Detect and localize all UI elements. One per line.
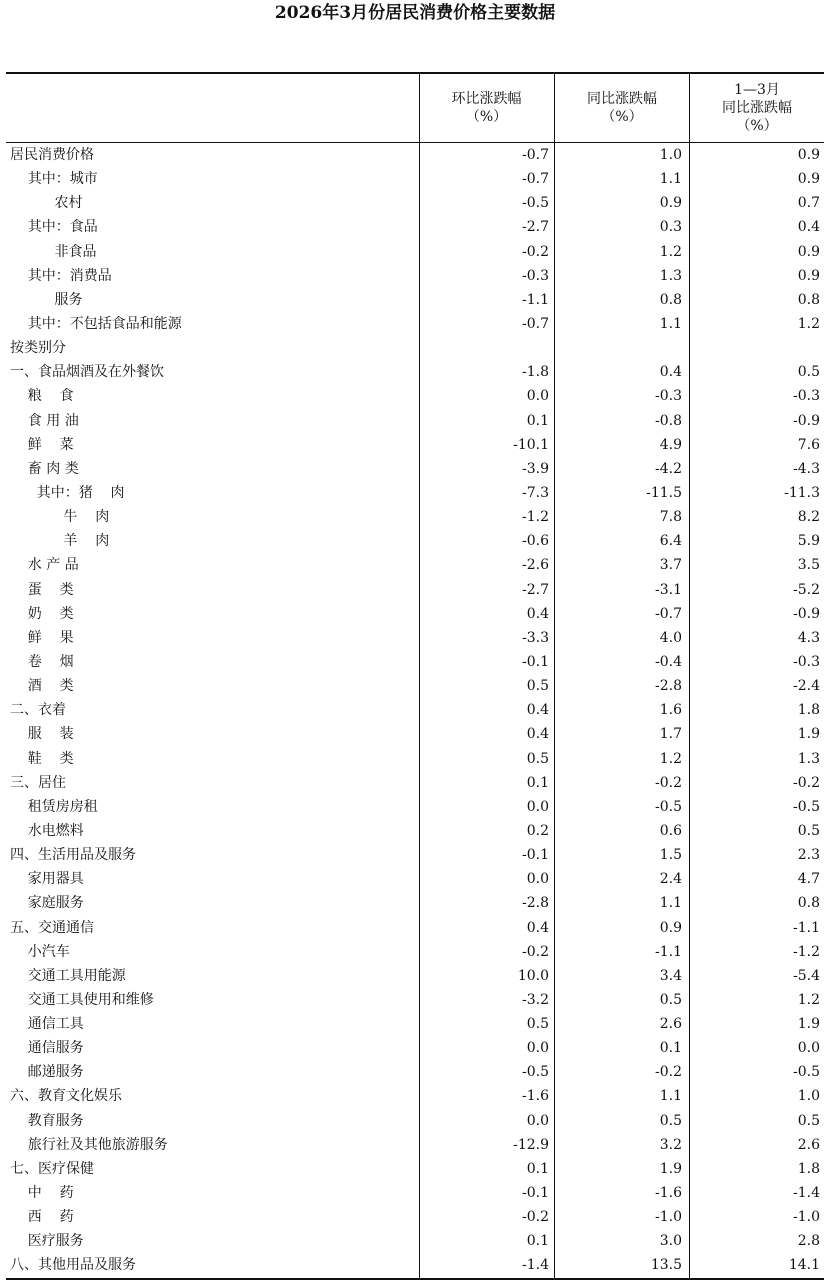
table-row — [6, 819, 824, 843]
cell-yoy: 0.1 — [659, 1040, 682, 1057]
table-row — [6, 578, 824, 602]
table-row — [6, 1181, 824, 1205]
table-row — [6, 433, 824, 457]
cell-ytd: 0.9 — [797, 147, 820, 163]
row-label: 西 药 — [10, 1209, 74, 1226]
cell-yoy: 6.4 — [659, 533, 682, 550]
cell-ytd: 4.3 — [797, 629, 820, 646]
cell-yoy: 4.9 — [659, 436, 682, 453]
cell-ytd: 1.9 — [797, 726, 820, 743]
cell-ytd: 1.8 — [797, 1160, 820, 1177]
table-row — [6, 553, 824, 577]
cell-yoy: 1.7 — [659, 726, 682, 743]
row-label: 食 用 油 — [10, 412, 79, 429]
cell-mom — [421, 336, 549, 360]
table-row — [6, 312, 824, 336]
cell-mom: 0.4 — [526, 702, 549, 719]
cell-mom: -0.1 — [522, 653, 549, 670]
cell-yoy: 1.2 — [659, 750, 682, 767]
table-row — [6, 867, 824, 891]
cell-yoy: 2.4 — [659, 871, 682, 888]
cell-mom: 0.4 — [526, 726, 549, 743]
row-label: 酒 类 — [10, 678, 74, 695]
row-label: 中 药 — [10, 1185, 74, 1202]
table-row — [6, 384, 824, 408]
header-ytd-line2: 同比涨跌幅 — [722, 100, 792, 116]
cell-ytd: 0.5 — [797, 1112, 820, 1129]
cell-yoy: 0.3 — [659, 219, 682, 236]
cell-mom: -1.8 — [522, 364, 549, 381]
column-divider — [554, 74, 555, 1278]
cell-ytd — [692, 336, 820, 360]
cell-yoy: 0.5 — [659, 991, 682, 1008]
cell-mom: -1.6 — [522, 1088, 549, 1105]
cell-mom: 0.4 — [526, 605, 549, 622]
row-label: 其中：不包括食品和能源 — [10, 315, 182, 332]
cell-mom: 0.1 — [526, 1160, 549, 1177]
cell-ytd: 2.6 — [797, 1136, 820, 1153]
cell-mom: -2.7 — [522, 219, 549, 236]
cell-yoy: 2.6 — [659, 1016, 682, 1033]
table-row — [6, 988, 824, 1012]
table-row — [6, 529, 824, 553]
cell-ytd: 5.9 — [797, 533, 820, 550]
cell-mom: -0.2 — [522, 943, 549, 960]
cell-yoy: 1.9 — [659, 1160, 682, 1177]
table-row — [6, 409, 824, 433]
row-label: 畜 肉 类 — [10, 460, 79, 477]
cell-ytd: -4.3 — [793, 460, 820, 477]
row-label: 医疗服务 — [10, 1233, 84, 1250]
table-row — [6, 1157, 824, 1181]
table-row — [6, 795, 824, 819]
table-row — [6, 288, 824, 312]
table-row — [6, 360, 824, 384]
table-row — [6, 916, 824, 940]
row-label: 其中：猪 肉 — [10, 484, 125, 501]
cell-yoy: 1.3 — [659, 267, 682, 284]
cell-yoy: 3.7 — [659, 557, 682, 574]
cell-ytd: 1.3 — [797, 750, 820, 767]
table-row — [6, 1012, 824, 1036]
cell-yoy: -11.5 — [646, 484, 682, 501]
cell-mom: -2.8 — [522, 895, 549, 912]
cell-mom: 0.0 — [526, 1040, 549, 1057]
column-divider — [689, 74, 690, 1278]
cell-mom: 0.0 — [526, 388, 549, 405]
row-label: 三、居住 — [10, 774, 66, 791]
header-yoy-line1: 同比涨跌幅 — [587, 91, 657, 107]
cell-mom: -0.5 — [522, 1064, 549, 1081]
cell-ytd: -0.5 — [793, 798, 820, 815]
cell-mom: -0.7 — [522, 315, 549, 332]
header-mom — [419, 74, 554, 142]
table-row — [6, 626, 824, 650]
table-row — [6, 940, 824, 964]
cell-yoy: 0.8 — [659, 291, 682, 308]
row-label: 教育服务 — [10, 1112, 84, 1129]
header-mom-line1: 环比涨跌幅 — [451, 91, 522, 107]
row-label: 卷 烟 — [10, 653, 74, 670]
cell-ytd: 0.0 — [797, 1040, 820, 1057]
table-row — [6, 771, 824, 795]
cell-mom: -0.2 — [522, 1209, 549, 1226]
table-row — [6, 215, 824, 239]
cell-yoy: 3.2 — [659, 1136, 682, 1153]
cell-yoy: -1.0 — [655, 1209, 682, 1226]
table-row — [6, 336, 824, 360]
header-ytd — [690, 74, 824, 142]
cell-ytd: 1.2 — [797, 315, 820, 332]
table-row — [6, 457, 824, 481]
cell-ytd: 0.8 — [797, 895, 820, 912]
cell-mom: -2.7 — [522, 581, 549, 598]
cell-mom: -7.3 — [522, 484, 549, 501]
table-row — [6, 674, 824, 698]
table-row — [6, 505, 824, 529]
row-label: 水电燃料 — [10, 822, 84, 839]
cell-ytd: -0.2 — [793, 774, 820, 791]
cell-yoy: -1.6 — [655, 1185, 682, 1202]
table-row — [6, 602, 824, 626]
cell-ytd: -0.3 — [793, 388, 820, 405]
cell-ytd: 0.9 — [797, 243, 820, 260]
row-label: 一、食品烟酒及在外餐饮 — [10, 364, 164, 381]
row-label: 其中：食品 — [10, 219, 98, 236]
row-label: 邮递服务 — [10, 1064, 84, 1081]
cell-yoy: 0.5 — [659, 1112, 682, 1129]
cell-yoy: 1.2 — [659, 243, 682, 260]
cell-mom: 0.5 — [526, 750, 549, 767]
cell-yoy: 4.0 — [659, 629, 682, 646]
cell-ytd: 0.9 — [797, 267, 820, 284]
cell-ytd: 8.2 — [797, 509, 820, 526]
table-row — [6, 264, 824, 288]
cell-yoy: 1.5 — [659, 847, 682, 864]
cell-yoy: 1.1 — [659, 1088, 682, 1105]
table-row — [6, 143, 824, 167]
cell-mom: -0.6 — [522, 533, 549, 550]
row-label: 八、其他用品及服务 — [10, 1257, 136, 1274]
header-ytd-line3: （%） — [736, 118, 778, 134]
cell-mom: -1.2 — [522, 509, 549, 526]
cell-yoy: -0.8 — [655, 412, 682, 429]
cell-mom: -10.1 — [513, 436, 549, 453]
cell-yoy — [557, 336, 682, 360]
cell-yoy: 7.8 — [659, 509, 682, 526]
table-row — [6, 1060, 824, 1084]
table-row — [6, 191, 824, 215]
cell-ytd: 0.5 — [797, 822, 820, 839]
cell-mom: -1.4 — [522, 1257, 549, 1274]
row-label: 非食品 — [10, 243, 97, 260]
table-row — [6, 891, 824, 915]
cell-mom: 0.0 — [526, 798, 549, 815]
cell-mom: -0.1 — [522, 1185, 549, 1202]
table-row — [6, 747, 824, 771]
cell-yoy: 1.1 — [659, 171, 682, 188]
cell-mom: -1.1 — [522, 291, 549, 308]
cell-mom: 10.0 — [517, 967, 549, 984]
cell-ytd: -0.9 — [793, 412, 820, 429]
cell-yoy: 0.4 — [659, 364, 682, 381]
row-label: 通信服务 — [10, 1040, 84, 1057]
row-label: 小汽车 — [10, 943, 70, 960]
cell-ytd: 0.8 — [797, 291, 820, 308]
header-ytd-line1: 1—3月 — [734, 82, 780, 98]
row-label: 通信工具 — [10, 1016, 84, 1033]
row-label: 水 产 品 — [10, 557, 79, 574]
table-header — [6, 74, 824, 143]
row-label: 旅行社及其他旅游服务 — [10, 1136, 168, 1153]
row-label: 家庭服务 — [10, 895, 84, 912]
cell-ytd: -0.5 — [793, 1064, 820, 1081]
cell-ytd: 1.0 — [797, 1088, 820, 1105]
row-label: 鲜 果 — [10, 629, 74, 646]
cell-yoy: 13.5 — [650, 1257, 682, 1274]
cell-ytd: -11.3 — [784, 484, 820, 501]
table-row — [6, 1036, 824, 1060]
row-label: 服 装 — [10, 726, 74, 743]
row-label: 家用器具 — [10, 871, 84, 888]
cell-yoy: -0.2 — [655, 1064, 682, 1081]
cell-mom: 0.0 — [526, 1112, 549, 1129]
cell-yoy: 1.1 — [659, 895, 682, 912]
cell-mom: 0.5 — [526, 678, 549, 695]
table-row — [6, 1084, 824, 1108]
cell-ytd: -0.3 — [793, 653, 820, 670]
page-title: 2026年3月份居民消费价格主要数据 — [274, 3, 556, 23]
column-divider — [419, 74, 420, 1278]
table-row — [6, 650, 824, 674]
cell-yoy: -0.3 — [655, 388, 682, 405]
cell-mom: 0.1 — [526, 1233, 549, 1250]
cell-mom: -3.9 — [522, 460, 549, 477]
cell-ytd: -5.4 — [793, 967, 820, 984]
row-label: 按类别分 — [10, 340, 66, 357]
cell-mom: 0.2 — [526, 822, 549, 839]
cell-ytd: 3.5 — [797, 557, 820, 574]
cell-mom: -0.5 — [522, 195, 549, 212]
cell-mom: 0.5 — [526, 1016, 549, 1033]
cell-yoy: 1.1 — [659, 315, 682, 332]
cell-ytd: 14.1 — [788, 1257, 820, 1274]
row-label: 其中：城市 — [10, 171, 98, 188]
cpi-data-table — [6, 72, 824, 1280]
cell-yoy: 3.0 — [659, 1233, 682, 1250]
cell-ytd: 7.6 — [797, 436, 820, 453]
table-row — [6, 1205, 824, 1229]
cell-mom: -3.3 — [522, 629, 549, 646]
cell-yoy: 1.0 — [659, 147, 682, 163]
row-label: 租赁房房租 — [10, 798, 98, 815]
cell-ytd: 1.2 — [797, 991, 820, 1008]
cell-yoy: 0.9 — [659, 195, 682, 212]
cell-yoy: -0.5 — [655, 798, 682, 815]
row-label: 交通工具使用和维修 — [10, 991, 154, 1008]
row-label: 奶 类 — [10, 605, 74, 622]
cell-mom: 0.4 — [526, 919, 549, 936]
cell-mom: -0.7 — [522, 147, 549, 163]
table-row — [6, 964, 824, 988]
cell-ytd: -5.2 — [793, 581, 820, 598]
cell-ytd: -1.4 — [793, 1185, 820, 1202]
row-label: 鞋 类 — [10, 750, 74, 767]
cell-ytd: -1.2 — [793, 943, 820, 960]
cell-yoy: -2.8 — [655, 678, 682, 695]
header-mom-line2: （%） — [465, 109, 508, 125]
table-row — [6, 698, 824, 722]
cell-yoy: 0.6 — [659, 822, 682, 839]
cell-mom: -2.6 — [522, 557, 549, 574]
cell-ytd: 2.3 — [797, 847, 820, 864]
row-label: 交通工具用能源 — [10, 967, 126, 984]
header-yoy — [555, 74, 689, 142]
table-row — [6, 1133, 824, 1157]
cell-mom: -3.2 — [522, 991, 549, 1008]
table-row — [6, 843, 824, 867]
row-label: 羊 肉 — [10, 533, 110, 550]
cell-mom: 0.1 — [526, 412, 549, 429]
cell-ytd: -0.9 — [793, 605, 820, 622]
cell-ytd: -1.1 — [793, 919, 820, 936]
cell-ytd: 0.4 — [797, 219, 820, 236]
cell-mom: -0.2 — [522, 243, 549, 260]
cell-yoy: 0.9 — [659, 919, 682, 936]
row-label: 四、生活用品及服务 — [10, 847, 136, 864]
cell-yoy: -3.1 — [655, 581, 682, 598]
table-row — [6, 1229, 824, 1253]
row-label: 牛 肉 — [10, 509, 110, 526]
row-label: 蛋 类 — [10, 581, 74, 598]
cell-ytd: 1.8 — [797, 702, 820, 719]
cell-ytd: 4.7 — [797, 871, 820, 888]
cell-mom: -0.7 — [522, 171, 549, 188]
cell-ytd: -1.0 — [793, 1209, 820, 1226]
cell-yoy: -0.7 — [655, 605, 682, 622]
cell-yoy: -1.1 — [655, 943, 682, 960]
cell-ytd: 0.7 — [797, 195, 820, 212]
table-row — [6, 167, 824, 191]
row-label: 鲜 菜 — [10, 436, 74, 453]
row-label: 六、教育文化娱乐 — [10, 1088, 122, 1105]
row-label: 服务 — [10, 291, 83, 308]
row-label: 农村 — [10, 195, 83, 212]
cell-mom: -12.9 — [513, 1136, 549, 1153]
table-row — [6, 240, 824, 264]
cell-yoy: -0.4 — [655, 653, 682, 670]
table-row — [6, 722, 824, 746]
row-label: 七、医疗保健 — [10, 1160, 94, 1177]
header-yoy-line2: （%） — [601, 109, 643, 125]
table-row — [6, 481, 824, 505]
cell-yoy: -0.2 — [655, 774, 682, 791]
table-row — [6, 1253, 824, 1277]
cell-ytd: 0.5 — [797, 364, 820, 381]
cell-mom: 0.1 — [526, 774, 549, 791]
row-label: 二、衣着 — [10, 702, 66, 719]
table-row — [6, 1109, 824, 1133]
table-body — [6, 143, 824, 1278]
cell-yoy: 3.4 — [659, 967, 682, 984]
cell-ytd: 0.9 — [797, 171, 820, 188]
cell-yoy: 1.6 — [659, 702, 682, 719]
row-label: 五、交通通信 — [10, 919, 94, 936]
cell-mom: -0.1 — [522, 847, 549, 864]
cell-ytd: 1.9 — [797, 1016, 820, 1033]
cell-ytd: -2.4 — [793, 678, 820, 695]
row-label: 粮 食 — [10, 388, 74, 405]
cell-yoy: -4.2 — [655, 460, 682, 477]
row-label: 居民消费价格 — [10, 147, 94, 163]
cell-mom: -0.3 — [522, 267, 549, 284]
row-label: 其中：消费品 — [10, 267, 112, 284]
cell-mom: 0.0 — [526, 871, 549, 888]
cell-ytd: 2.8 — [797, 1233, 820, 1250]
